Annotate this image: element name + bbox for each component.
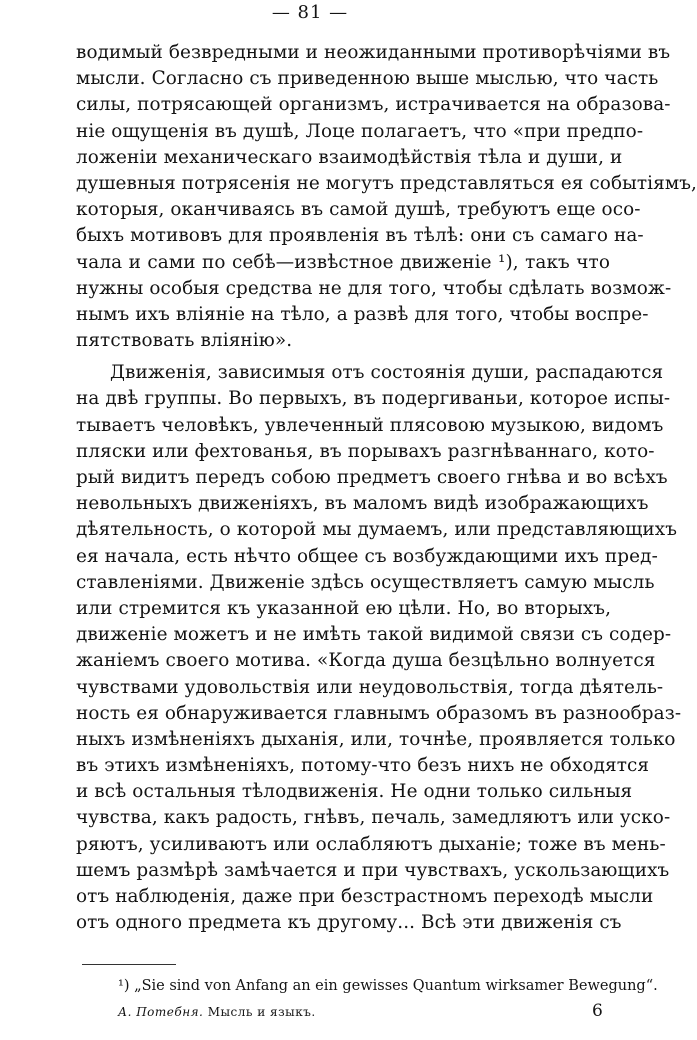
paragraph bbox=[76, 360, 682, 936]
text-line: ея начала, есть нѣчто общее съ возбуждающими ихъ пред- bbox=[76, 545, 658, 567]
text-line: шемъ размѣрѣ замѣчается и при чувствахъ, ускользающихъ bbox=[76, 859, 670, 881]
text-line: Движенiя, зависимыя отъ состоянiя души, распадаются bbox=[110, 362, 664, 384]
footnote: ¹) „Sie sind von Anfang an ein gewisses Quantum wirksamer Bewegung“. bbox=[118, 978, 658, 994]
text-line: на двѣ группы. Во первыхъ, въ подергиваньи, которое испы- bbox=[76, 388, 671, 410]
text-line: нiе ощущенiя въ душѣ, Лоце полагаетъ, что «при предпо- bbox=[76, 120, 644, 142]
text-line: ряютъ, усиливаютъ или ослабляютъ дыханiе; тоже въ мень- bbox=[76, 833, 666, 855]
text-line: силы, потрясающей организмъ, истрачивается на образова- bbox=[76, 94, 671, 116]
footnote-rule bbox=[82, 964, 176, 965]
text-line: чувства, какъ радость, гнѣвъ, печаль, замедляютъ или уско- bbox=[76, 807, 671, 829]
text-line: душевныя потрясенiя не могутъ представляться ея событiямъ, bbox=[76, 172, 697, 194]
text-line: водимый безвредными и неожиданными противорѣчiями въ bbox=[76, 42, 671, 63]
text-line: ныхъ измѣненiяхъ дыханiя, или, точнѣе, проявляется только bbox=[76, 728, 676, 750]
page-number: — 81 — bbox=[271, 2, 349, 23]
text-line: нымъ ихъ влiянiе на тѣло, а развѣ для того, чтобы воспре- bbox=[76, 303, 649, 325]
text-line: дѣятельность, о которой мы думаемъ, или представляющихъ bbox=[76, 519, 678, 541]
paragraph bbox=[76, 40, 697, 354]
text-line: быхъ мотивовъ для проявленiя въ тѣлѣ: они съ самаго на- bbox=[76, 225, 644, 247]
text-line: пятствовать влiянiю». bbox=[76, 330, 293, 352]
text-line: мысли. Согласно съ приведенною выше мыслью, что часть bbox=[76, 68, 659, 90]
text-line: ность ея обнаруживается главнымъ образомъ въ разнообраз- bbox=[76, 702, 682, 724]
signature-author: А. Потебня. bbox=[118, 1005, 204, 1019]
text-line: невольныхъ движенiяхъ, въ маломъ видѣ изображающихъ bbox=[76, 493, 649, 515]
text-line: отъ одного предмета къ другому... Всѣ эти движенiя съ bbox=[76, 912, 622, 934]
text-line: чувствами удовольствiя или неудовольствiя, тогда дѣятель- bbox=[76, 676, 664, 698]
signature-title: Мысль и языкъ. bbox=[207, 1005, 316, 1019]
text-line: нужны особыя средства не для того, чтобы сдѣлать возмож- bbox=[76, 277, 672, 299]
text-line: ложенiи механическаго взаимодѣйствiя тѣла и души, и bbox=[76, 146, 623, 168]
text-line: пляски или фехтованья, въ порывахъ разгнѣваннаго, кото- bbox=[76, 440, 655, 462]
text-line: тываетъ человѣкъ, увлеченный плясовою музыкою, видомъ bbox=[76, 414, 664, 436]
text-line: ставленiями. Движенiе здѣсь осуществляетъ самую мысль bbox=[76, 571, 655, 593]
text-line: жанiемъ своего мотива. «Когда душа безцѣльно волнуется bbox=[76, 650, 656, 672]
sheet-number: 6 bbox=[592, 1001, 603, 1021]
text-line: чала и сами по себѣ—извѣстное движенiе ¹), такъ что bbox=[76, 251, 610, 273]
text-line: отъ наблюденiя, даже при безстрастномъ переходѣ мысли bbox=[76, 886, 654, 907]
text-line: и всѣ остальныя тѣлодвиженiя. Не одни только сильныя bbox=[76, 781, 633, 803]
text-line: въ этихъ измѣненiяхъ, потому-что безъ нихъ не обходятся bbox=[76, 755, 650, 777]
signature-mark bbox=[118, 1005, 316, 1019]
text-line: или стремится къ указанной ею цѣли. Но, во вторыхъ, bbox=[76, 597, 612, 619]
text-line: которыя, оканчиваясь въ самой душѣ, требуютъ еще осо- bbox=[76, 199, 641, 221]
body-text bbox=[76, 40, 697, 936]
text-line: рый видитъ передъ собою предметъ своего гнѣва и во всѣхъ bbox=[76, 467, 668, 488]
text-line: движенiе можетъ и не имѣть такой видимой связи съ содер- bbox=[76, 624, 672, 646]
